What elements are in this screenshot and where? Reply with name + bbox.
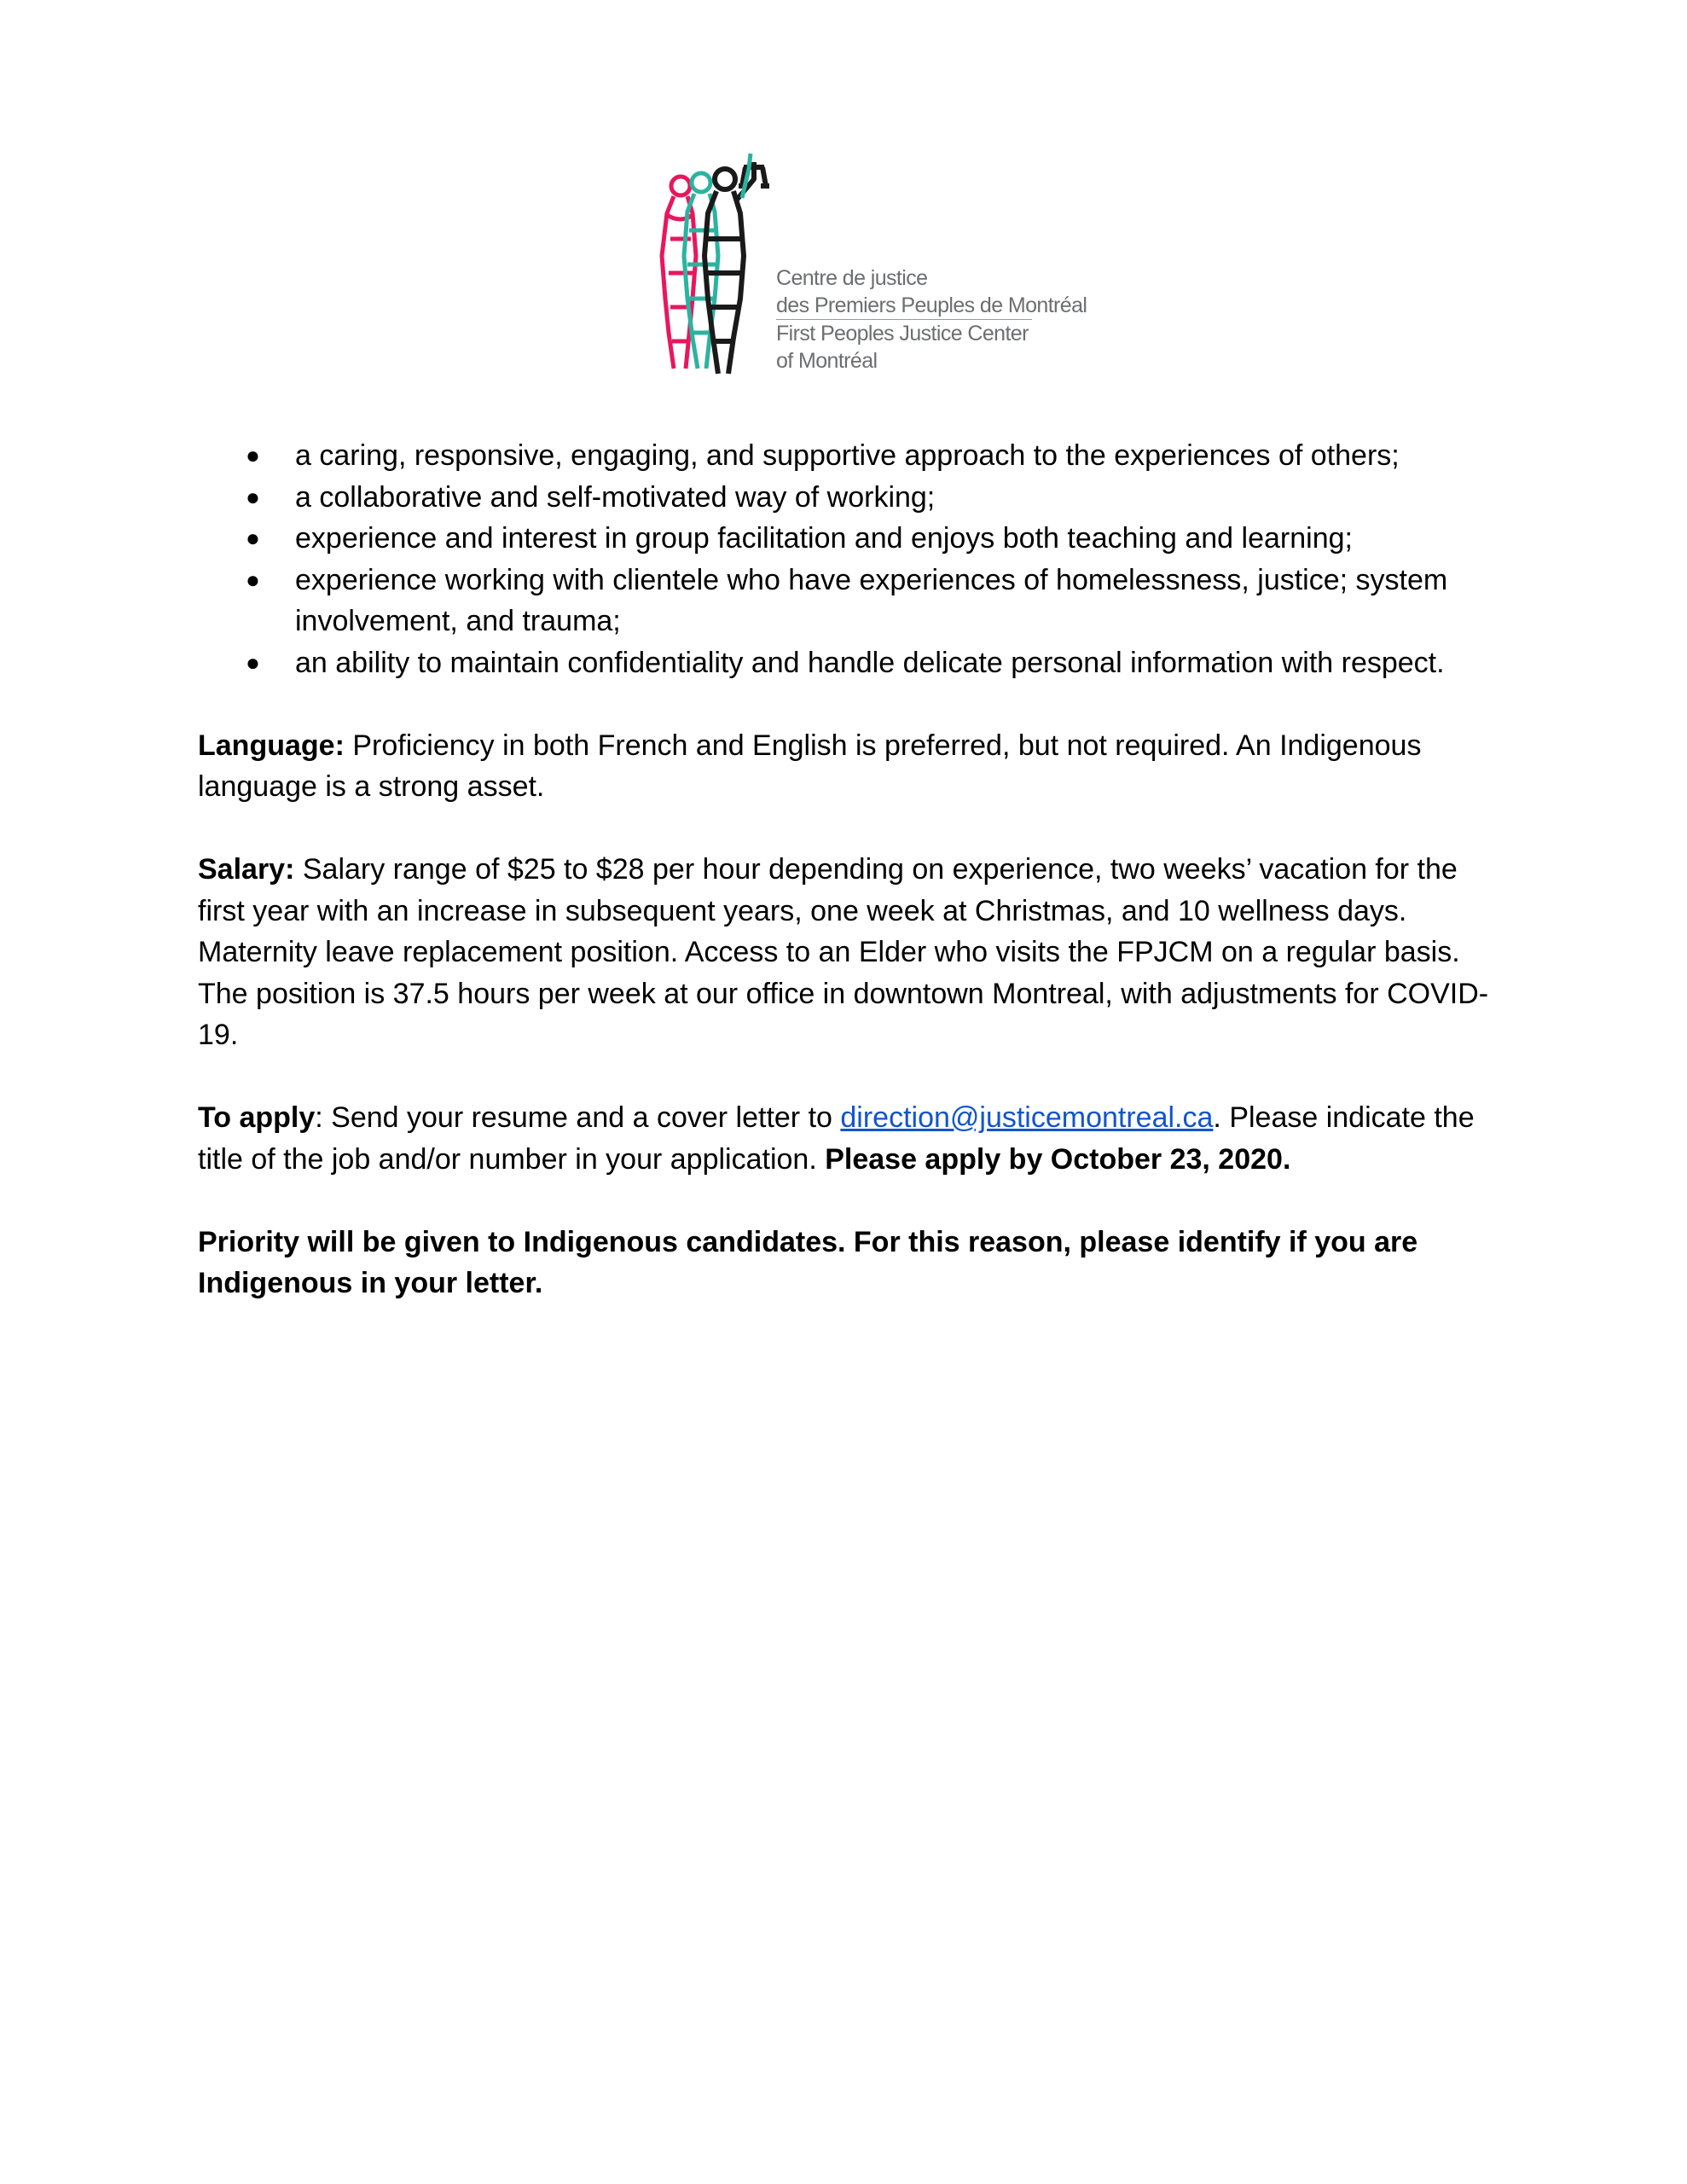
salary-label: Salary: bbox=[198, 853, 295, 886]
qualifications-list bbox=[198, 435, 1511, 683]
list-item-text: experience and interest in group facilitation and enjoys both teaching and learning; bbox=[295, 522, 1353, 555]
apply-text-before: : Send your resume and a cover letter to bbox=[315, 1101, 841, 1134]
apply-text-after: . Please indicate the title of the job and/or number in your application. bbox=[198, 1101, 1475, 1176]
priority-notice: Priority will be given to Indigenous candidates. For this reason, please identify if you are Indigenous in your letter. bbox=[198, 1225, 1418, 1299]
bullet-icon: ● bbox=[246, 442, 260, 468]
list-item-text: an ability to maintain confidentiality and handle delicate personal information with respect. bbox=[295, 646, 1445, 679]
list-item bbox=[198, 477, 1511, 519]
list-item bbox=[198, 518, 1511, 560]
apply-paragraph bbox=[198, 1097, 1511, 1180]
language-text: Proficiency in both French and English is preferred, but not required. An Indigenous language is a strong asset. bbox=[198, 729, 1422, 803]
apply-deadline: Please apply by October 23, 2020. bbox=[825, 1142, 1291, 1176]
bullet-icon: ● bbox=[246, 566, 260, 593]
list-item bbox=[198, 560, 1511, 642]
salary-paragraph bbox=[198, 849, 1511, 1056]
salary-text: Salary range of $25 to $28 per hour depending on experience, two weeks’ vacation for the first year with an increase in subsequent years, one week at Christmas, and 10 wellness days. Maternity leave replacement position. Access to an Elder who visits the FPJCM on a regular basis. The position is 37.5 hours per week at our office in downtown Montreal, with adjustments for COVID-19. bbox=[198, 853, 1489, 1051]
logo-text-line-1: Centre de justice bbox=[776, 266, 928, 290]
logo-text-line-2: des Premiers Peuples de Montréal bbox=[776, 293, 1087, 317]
list-item-text: a collaborative and self-motivated way of working; bbox=[295, 480, 936, 514]
language-label: Language: bbox=[198, 729, 345, 762]
logo-text-line-3: First Peoples Justice Center bbox=[776, 322, 1029, 346]
organization-logo bbox=[648, 145, 1087, 384]
logo-figures-icon bbox=[648, 145, 776, 384]
bullet-icon: ● bbox=[246, 483, 260, 510]
logo-text-line-4: of Montréal bbox=[776, 349, 878, 373]
language-paragraph bbox=[198, 725, 1511, 808]
bullet-icon: ● bbox=[246, 648, 260, 676]
document-body bbox=[198, 435, 1511, 1304]
list-item bbox=[198, 642, 1511, 684]
logo-figure-black bbox=[704, 162, 769, 374]
list-item-text: a caring, responsive, engaging, and supportive approach to the experiences of others; bbox=[295, 439, 1400, 472]
bullet-icon: ● bbox=[246, 525, 260, 551]
email-link[interactable]: direction@justicemontreal.ca bbox=[840, 1101, 1214, 1134]
apply-label: To apply bbox=[198, 1101, 316, 1134]
list-item-text: experience working with clientele who have experiences of homelessness, justice; system involvement, and trauma; bbox=[295, 563, 1448, 637]
logo-text bbox=[776, 264, 1087, 375]
list-item bbox=[198, 435, 1511, 477]
